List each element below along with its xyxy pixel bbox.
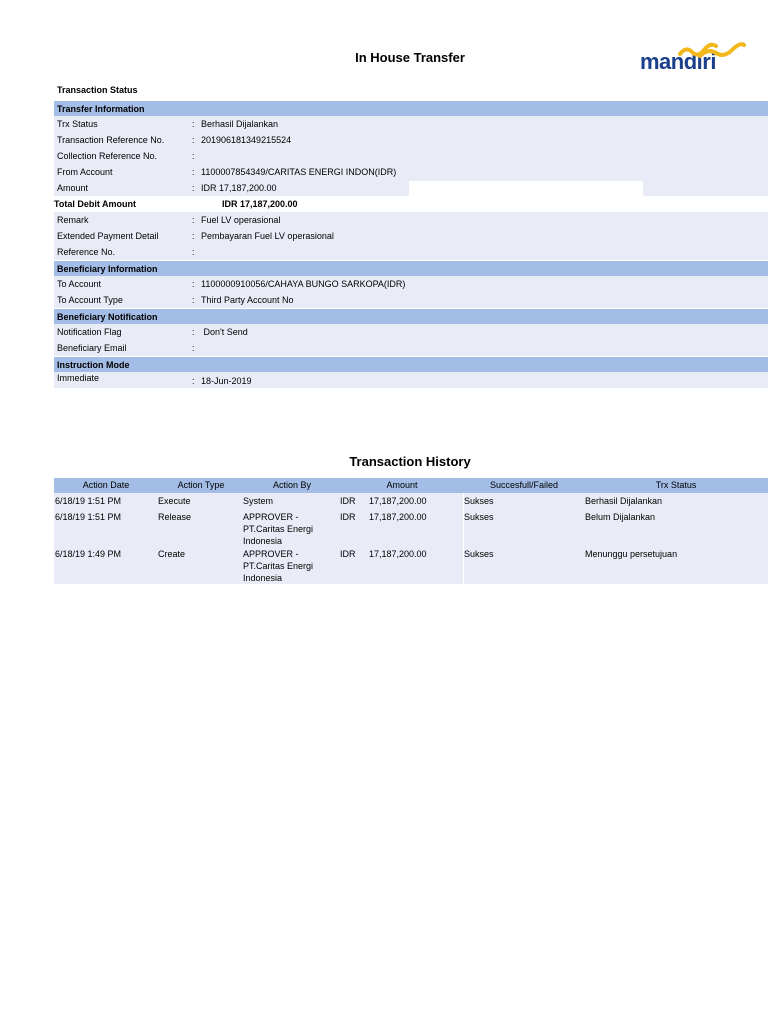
- row1-trx-status: Berhasil Dijalankan: [585, 496, 663, 506]
- row3-action-date: 6/18/19 1:49 PM: [55, 549, 122, 559]
- row-value: IDR 17,187,200.00: [201, 183, 277, 193]
- info-row-beneficiary-email: [54, 340, 768, 356]
- amount-blank-box: [409, 181, 643, 196]
- row-value: Third Party Account No: [201, 295, 294, 305]
- row1-amount: 17,187,200.00: [369, 496, 427, 506]
- beneficiary-information-header: Beneficiary Information: [54, 260, 768, 276]
- row3-action-by-line1: APPROVER -: [243, 549, 299, 559]
- column-header-amount: Amount: [386, 480, 418, 490]
- row2-amount: 17,187,200.00: [369, 512, 427, 522]
- logo-wave-icon: [676, 40, 746, 62]
- row2-trx-status: Belum Dijalankan: [585, 512, 656, 522]
- row-value: Fuel LV operasional: [201, 215, 281, 225]
- row-colon: :: [192, 295, 195, 305]
- transaction-status-label: Transaction Status: [57, 85, 138, 95]
- row-label: Remark: [57, 215, 89, 225]
- mandiri-logo: [638, 40, 746, 76]
- row-colon: :: [192, 183, 195, 193]
- info-row-to-account: [54, 276, 768, 292]
- row-label: Immediate: [57, 373, 100, 383]
- row-label: From Account: [57, 167, 113, 177]
- row-colon: :: [192, 279, 195, 289]
- row-colon: :: [192, 343, 195, 353]
- row-label: Trx Status: [57, 119, 98, 129]
- row-label: To Account: [57, 279, 102, 289]
- row1-result: Sukses: [464, 496, 494, 506]
- row1-action-by: System: [243, 496, 274, 506]
- row3-amount: 17,187,200.00: [369, 549, 427, 559]
- row3-action-type: Create: [158, 549, 186, 559]
- page-title: In House Transfer: [355, 50, 465, 65]
- info-row-remark: [54, 212, 768, 228]
- total-debit-value: IDR 17,187,200.00: [222, 199, 298, 209]
- row-colon: :: [192, 135, 195, 145]
- row-label: Transaction Reference No.: [57, 135, 165, 145]
- row-value: Pembayaran Fuel LV operasional: [201, 231, 334, 241]
- row-colon: :: [192, 231, 195, 241]
- row3-currency: IDR: [340, 549, 356, 559]
- column-header-action-type: Action Type: [177, 480, 225, 490]
- row-colon: :: [192, 151, 195, 161]
- row2-result: Sukses: [464, 512, 494, 522]
- column-header-action-by: Action By: [272, 480, 312, 490]
- row1-action-type: Execute: [158, 496, 191, 506]
- info-row-from-account: [54, 164, 768, 180]
- row2-action-by-line3: Indonesia: [243, 536, 283, 546]
- info-row-extended-payment: [54, 228, 768, 244]
- row-value: Berhasil Dijalankan: [201, 119, 279, 129]
- row2-action-by-line1: APPROVER -: [243, 512, 299, 522]
- row-colon: :: [192, 119, 195, 129]
- row-colon: :: [192, 247, 195, 257]
- info-row-transaction-ref: [54, 132, 768, 148]
- row-label: Reference No.: [57, 247, 116, 257]
- column-header-action-date: Action Date: [82, 480, 130, 490]
- row-label: Beneficiary Email: [57, 343, 127, 353]
- info-row-amount: [54, 180, 768, 196]
- logo-text: mandiri: [640, 49, 716, 74]
- row1-action-date: 6/18/19 1:51 PM: [55, 496, 122, 506]
- row-colon: :: [192, 376, 195, 386]
- transfer-information-section: [54, 100, 768, 388]
- row-value: 1100007854349/CARITAS ENERGI INDON(IDR): [201, 167, 397, 177]
- row-value: 201906181349215524: [201, 135, 292, 145]
- row-label: Notification Flag: [57, 327, 122, 337]
- row-colon: :: [192, 327, 195, 337]
- row2-action-by-line2: PT.Caritas Energi: [243, 524, 314, 534]
- instruction-mode-header: Instruction Mode: [54, 356, 768, 372]
- column-header-trx-status: Trx Status: [655, 480, 697, 490]
- row-value: 1100000910056/CAHAYA BUNGO SARKOPA(IDR): [201, 279, 406, 289]
- row1-currency: IDR: [340, 496, 356, 506]
- row-label: Collection Reference No.: [57, 151, 158, 161]
- row-label: To Account Type: [57, 295, 123, 305]
- beneficiary-notification-header: Beneficiary Notification: [54, 308, 768, 324]
- history-header-row: [54, 478, 768, 493]
- column-header-succesfull-failed: Succesfull/Failed: [489, 480, 559, 490]
- row3-action-by-line2: PT.Caritas Energi: [243, 561, 314, 571]
- transfer-information-header: Transfer Information: [54, 100, 768, 116]
- row2-action-type: Release: [158, 512, 192, 522]
- row3-result: Sukses: [464, 549, 494, 559]
- row-value: 18-Jun-2019: [201, 376, 252, 386]
- info-row-total-debit: [54, 196, 768, 212]
- row-label: Extended Payment Detail: [57, 231, 159, 241]
- transaction-history-title: Transaction History: [349, 454, 471, 469]
- info-row-collection-ref: [54, 148, 768, 164]
- row2-currency: IDR: [340, 512, 356, 522]
- transaction-history-table: [54, 478, 768, 584]
- row-colon: :: [192, 167, 195, 177]
- info-row-immediate: [54, 372, 768, 388]
- row3-trx-status: Menunggu persetujuan: [585, 549, 678, 559]
- row3-action-by-line3: Indonesia: [243, 573, 283, 583]
- total-debit-label: Total Debit Amount: [54, 199, 136, 209]
- info-row-reference-no: [54, 244, 768, 260]
- info-row-notification-flag: [54, 324, 768, 340]
- row-colon: :: [192, 215, 195, 225]
- row-value: Don't Send: [201, 327, 248, 337]
- history-body: [54, 493, 768, 584]
- row-label: Amount: [57, 183, 89, 193]
- info-row-to-account-type: [54, 292, 768, 308]
- info-row-trx-status: [54, 116, 768, 132]
- row2-action-date: 6/18/19 1:51 PM: [55, 512, 122, 522]
